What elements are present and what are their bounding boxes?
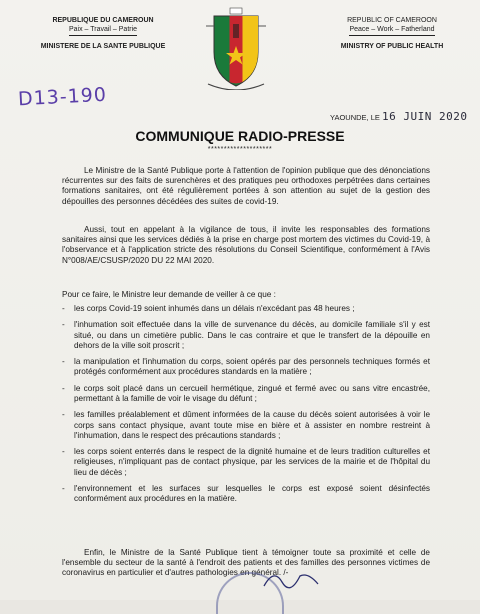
list-item: - la manipulation et l'inhumation du corps, soient opérés par des personnels techniques formés et protégés conformément aux procédures standards en la matière ; bbox=[62, 357, 430, 377]
list-item: - le corps soit placé dans un cercueil hermétique, zingué et fermé avec ou sans vitre encastrée, permettant à la famille de voir le visage du défunt ; bbox=[62, 383, 430, 403]
republic-fr: REPUBLIQUE DU CAMEROUN bbox=[52, 17, 154, 24]
ministry-en: MINISTRY OF PUBLIC HEALTH bbox=[340, 43, 444, 50]
communique-title: COMMUNIQUE RADIO-PRESSE bbox=[135, 128, 345, 144]
motto-fr: Paix – Travail – Patrie bbox=[69, 25, 137, 36]
date-line bbox=[330, 110, 467, 123]
motto-en: Peace – Work – Fatherland bbox=[349, 25, 434, 36]
cameroon-coat-of-arms-icon bbox=[200, 6, 272, 90]
paragraph-lead-in: Pour ce faire, le Ministre leur demande de veiller à ce que : bbox=[62, 290, 276, 299]
list-item: - l'inhumation soit effectuée dans la ville de survenance du décès, au domicile familiale s'il y est situé, ou dans un cimetière public. Dans le cas contraire et que le transfert de la dépouille en dehors de la ville soit proscrit ; bbox=[62, 320, 430, 350]
title-stars: ******************** bbox=[207, 146, 273, 153]
header-left bbox=[28, 16, 178, 51]
directives-list bbox=[62, 304, 430, 511]
date-stamp: 16 JUIN 2020 bbox=[381, 110, 468, 123]
list-item: - l'environnement et les surfaces sur lesquelles le corps est exposé soient désinfectés conformément aux procédures en la matière. bbox=[62, 483, 430, 504]
list-item: - les corps soient enterrés dans le respect de la dignité humaine et de leurs tradition culturelles et religieuses, n'impliquant pas de contact physique, par les services de la mairie et de l'hôpital du lieu de décès ; bbox=[62, 447, 430, 477]
paragraph-intro: Le Ministre de la Santé Publique porte à l'attention de l'opinion publique que des dénonciations récurrentes sur des faits de surenchères et des pratiques peu orthodoxes perpétrées dans certaines formations sanitaires, ont été régulièrement portées à son attention au sujet de la gestion des dépouilles des personnes décédées des suites de covid-19. bbox=[62, 166, 430, 206]
paragraph-closing: Enfin, le Ministre de la Santé Publique tient à témoigner toute sa proximité et celle de l'ensemble du secteur de la santé à l'endroit des patients et des familles des personnes victimes de coronavirus en particulier et d'autres pathologies en général. /- bbox=[62, 548, 430, 578]
republic-en: REPUBLIC OF CAMEROON bbox=[347, 17, 437, 24]
signature-mark bbox=[262, 564, 322, 594]
list-item: - les familles préalablement et dûment informées de la cause du décès soient autorisées à voir le corps sans contact physique, avant toute mise en bière et à assister en nombre restreint à l'inhumation, dans le respect des précautions standards ; bbox=[62, 410, 430, 440]
list-item: - les corps Covid-19 soient inhumés dans un délais n'excédant pas 48 heures ; bbox=[62, 304, 355, 313]
handwritten-reference: D13-190 bbox=[17, 83, 108, 111]
ministry-fr: MINISTERE DE LA SANTE PUBLIQUE bbox=[40, 43, 166, 50]
date-place: YAOUNDE, LE bbox=[330, 113, 380, 122]
header-right bbox=[322, 16, 462, 51]
paragraph-vigilance: Aussi, tout en appelant à la vigilance de tous, il invite les responsables des formations sanitaires ainsi que les services dédiés à la prise en charge post mortem des victimes du Covid-19, à l'observance et à l'application stricte des résolutions du Conseil Scientifique, conformément à l'Avis N°008/AE/CSUSP/2020 DU 22 MAI 2020. bbox=[62, 225, 430, 265]
